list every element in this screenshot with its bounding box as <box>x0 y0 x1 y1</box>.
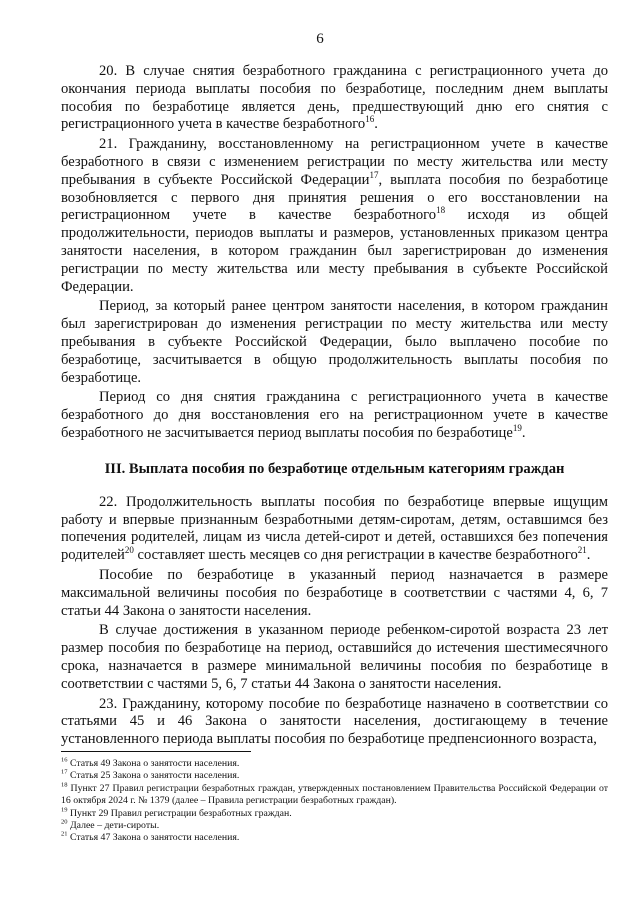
footnotes <box>61 751 608 845</box>
footnote: $^{21}$ Статья 47 Закона о занятости населения. <box>61 831 240 844</box>
footnote-ref: 19 <box>512 423 522 434</box>
footnote-ref: 20 <box>124 545 134 556</box>
footnote: $^{19}$ Пункт 29 Правил регистрации безработных граждан. <box>61 806 292 819</box>
paragraph-max-benefit: Пособие по безработице в указанный период назначается в размере максимальной величины пособия по безработице в соответствии с частями 4, 6, 7 статьи 44 Закона о занятости населения. <box>61 566 608 619</box>
paragraph-period-not-credited: Период со дня снятия гражданина с регистрационного учета в качестве безработного до дня восстановления его на регистрационном учете в качестве безработного не засчитывается период выплаты пособия по безработице$^{19}$. <box>61 389 608 441</box>
footnote: $^{20}$ Далее – дети-сироты. <box>61 818 160 832</box>
paragraph-23: 23. Гражданину, которому пособие по безработице назначено в соответствии со статьями 45 и 46 Закона о занятости населения, достигающему в течение установленного периода выплаты пособия по безработице предпенсионного возраста, <box>61 695 608 748</box>
paragraph-22: 22. Продолжительность выплаты пособия по безработице впервые ищущим работу и впервые признанным безработными детям-сиротам, детям, оставшимся без попечения родителей, лицам из числа детей-сирот и детей, оставшихся без попечения родителей$^{20}$ составляет шесть месяцев со дня регистрации в качестве безработного$^{21}$. <box>61 493 608 564</box>
footnote-ref: 17 <box>369 169 379 180</box>
footnote: $^{17}$ Статья 25 Закона о занятости населения. <box>61 769 240 782</box>
footnote: $^{16}$ Статья 49 Закона о занятости населения. <box>61 756 240 769</box>
paragraph-age-23: В случае достижения в указанном периоде ребенком-сиротой возраста 23 лет размер пособия по безработице на период, оставшийся до истечения шестимесячного срока, назначается в размере минимальной величины пособия по безработице в соответствии с частями 5, 6, 7 статьи 44 Закона о занятости населения. <box>61 622 608 692</box>
footnote-ref: 21 <box>577 545 587 556</box>
footnote-ref: 18 <box>436 205 446 216</box>
page-number: 6 <box>316 31 324 47</box>
footnote-separator <box>61 751 251 752</box>
footnote-ref: 16 <box>365 114 375 125</box>
footnote: $^{18}$ Пункт 27 Правил регистрации безработных граждан, утвержденных постановлением Правительства Российской Федерации от 16 октября 2024 г. № 1379 (далее – Правила регистрации безработных граждан). <box>61 781 608 807</box>
section-heading: III. Выплата пособия по безработице отдельным категориям граждан <box>104 460 565 477</box>
document-body <box>61 63 608 751</box>
paragraph-period-credited: Период, за который ранее центром занятости населения, в котором гражданин был зарегистрирован до изменения регистрации по месту жительства или месту пребывания в субъекте Российской Федерации, было выплачено пособие по безработице, засчитывается в общую продолжительность выплаты пособия по безработице. <box>61 298 608 386</box>
paragraph-21: 21. Гражданину, восстановленному на регистрационном учете в качестве безработного в связи с изменением регистрации по месту жительства или месту пребывания в субъекте Российской Федерации$^{17}$, выплата пособия по безработице возобновляется с первого дня принятия решения о его восстановлении на регистрационном учете в качестве безработного$^{18}$ исходя из общей продолжительности, периодов выплаты и размеров, установленных приказом центра занятости населения, в котором гражданин был зарегистрирован до изменения регистрации по месту жительства или месту пребывания в субъекте Российской Федерации. <box>61 136 609 295</box>
paragraph-20: 20. В случае снятия безработного гражданина с регистрационного учета до окончания периода выплаты пособия по безработице, последним днем выплаты пособия по безработице является день, предшествующий дню его снятия с регистрационного учета в качестве безработного$^{16}$. <box>61 63 608 133</box>
